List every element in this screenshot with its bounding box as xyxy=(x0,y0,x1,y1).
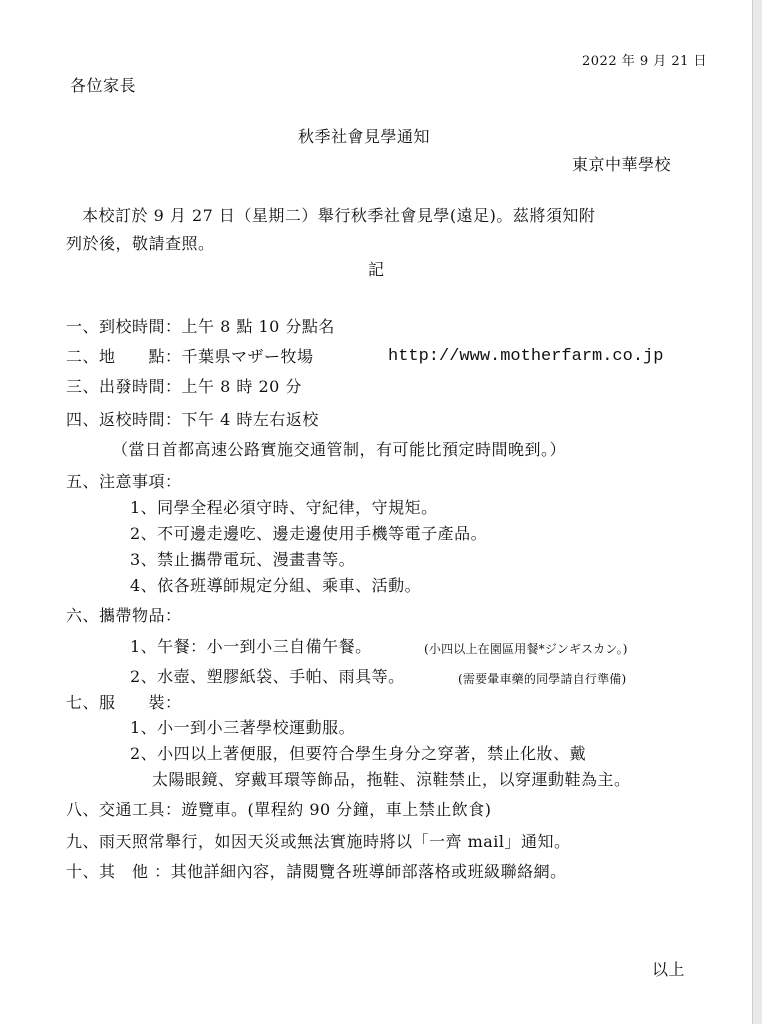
belongings-item-2-note: (需要暈車藥的同學請自行準備) xyxy=(458,672,627,686)
school-name: 東京中華學校 xyxy=(572,155,672,174)
belongings-item-2: 2、水壺、塑膠紙袋、手帕、雨具等。 xyxy=(130,667,405,686)
notes-item-3: 3、禁止攜帶電玩、漫畫書等。 xyxy=(130,550,356,569)
item-clothing-heading: 七、服 裝： xyxy=(66,693,182,712)
item-belongings-heading: 六、攜帶物品： xyxy=(66,606,182,625)
notes-item-2: 2、不可邊走邊吃、邊走邊使用手機等電子產品。 xyxy=(130,524,488,543)
item-departure-time: 三、出發時間：上午 8 時 20 分 xyxy=(66,377,302,396)
notice-title: 秋季社會見學通知 xyxy=(298,127,431,146)
clothing-item-2-line-2: 太陽眼鏡、穿戴耳環等飾品，拖鞋、涼鞋禁止，以穿運動鞋為主。 xyxy=(152,770,631,789)
item-notes-heading: 五、注意事項： xyxy=(66,472,182,491)
intro-line-1: 本校訂於 9 月 27 日（星期二）舉行秋季社會見學(遠足)。茲將須知附 xyxy=(82,206,596,225)
notes-item-1: 1、同學全程必須守時、守紀律，守規矩。 xyxy=(130,498,438,517)
item-arrival-time: 一、到校時間：上午 8 點 10 分點名 xyxy=(66,317,335,336)
clothing-item-2-line-1: 2、小四以上著便服，但要符合學生身分之穿著，禁止化妝、戴 xyxy=(130,744,587,763)
location-url: http://www.motherfarm.co.jp xyxy=(388,347,664,366)
notes-item-4: 4、依各班導師規定分組、乘車、活動。 xyxy=(130,576,422,595)
return-time-note: （當日首都高速公路實施交通管制，有可能比預定時間晚到。） xyxy=(112,440,567,459)
date: 2022 年 9 月 21 日 xyxy=(582,54,708,69)
item-return-time: 四、返校時間：下午 4 時左右返校 xyxy=(66,410,319,429)
item-transport: 八、交通工具：遊覽車。(單程約 90 分鐘，車上禁止飲食) xyxy=(66,800,492,819)
item-location: 二、地 點：千葉県マザー牧場 xyxy=(66,347,314,366)
ji-mark: 記 xyxy=(368,260,385,279)
intro-line-2: 列於後，敬請查照。 xyxy=(66,234,215,253)
closing-mark: 以上 xyxy=(652,960,686,979)
item-other: 十、其 他 ：其他詳細內容，請閱覽各班導師部落格或班級聯絡網。 xyxy=(66,862,567,881)
clothing-item-1: 1、小一到小三著學校運動服。 xyxy=(130,718,356,737)
greeting: 各位家長 xyxy=(70,76,137,95)
belongings-item-1-note: (小四以上在園區用餐*ジンギスカン。) xyxy=(424,642,628,656)
belongings-item-1: 1、午餐：小一到小三自備午餐。 xyxy=(130,637,372,656)
item-rain-policy: 九、雨天照常舉行，如因天災或無法實施時將以「一齊 mail」通知。 xyxy=(66,832,571,851)
